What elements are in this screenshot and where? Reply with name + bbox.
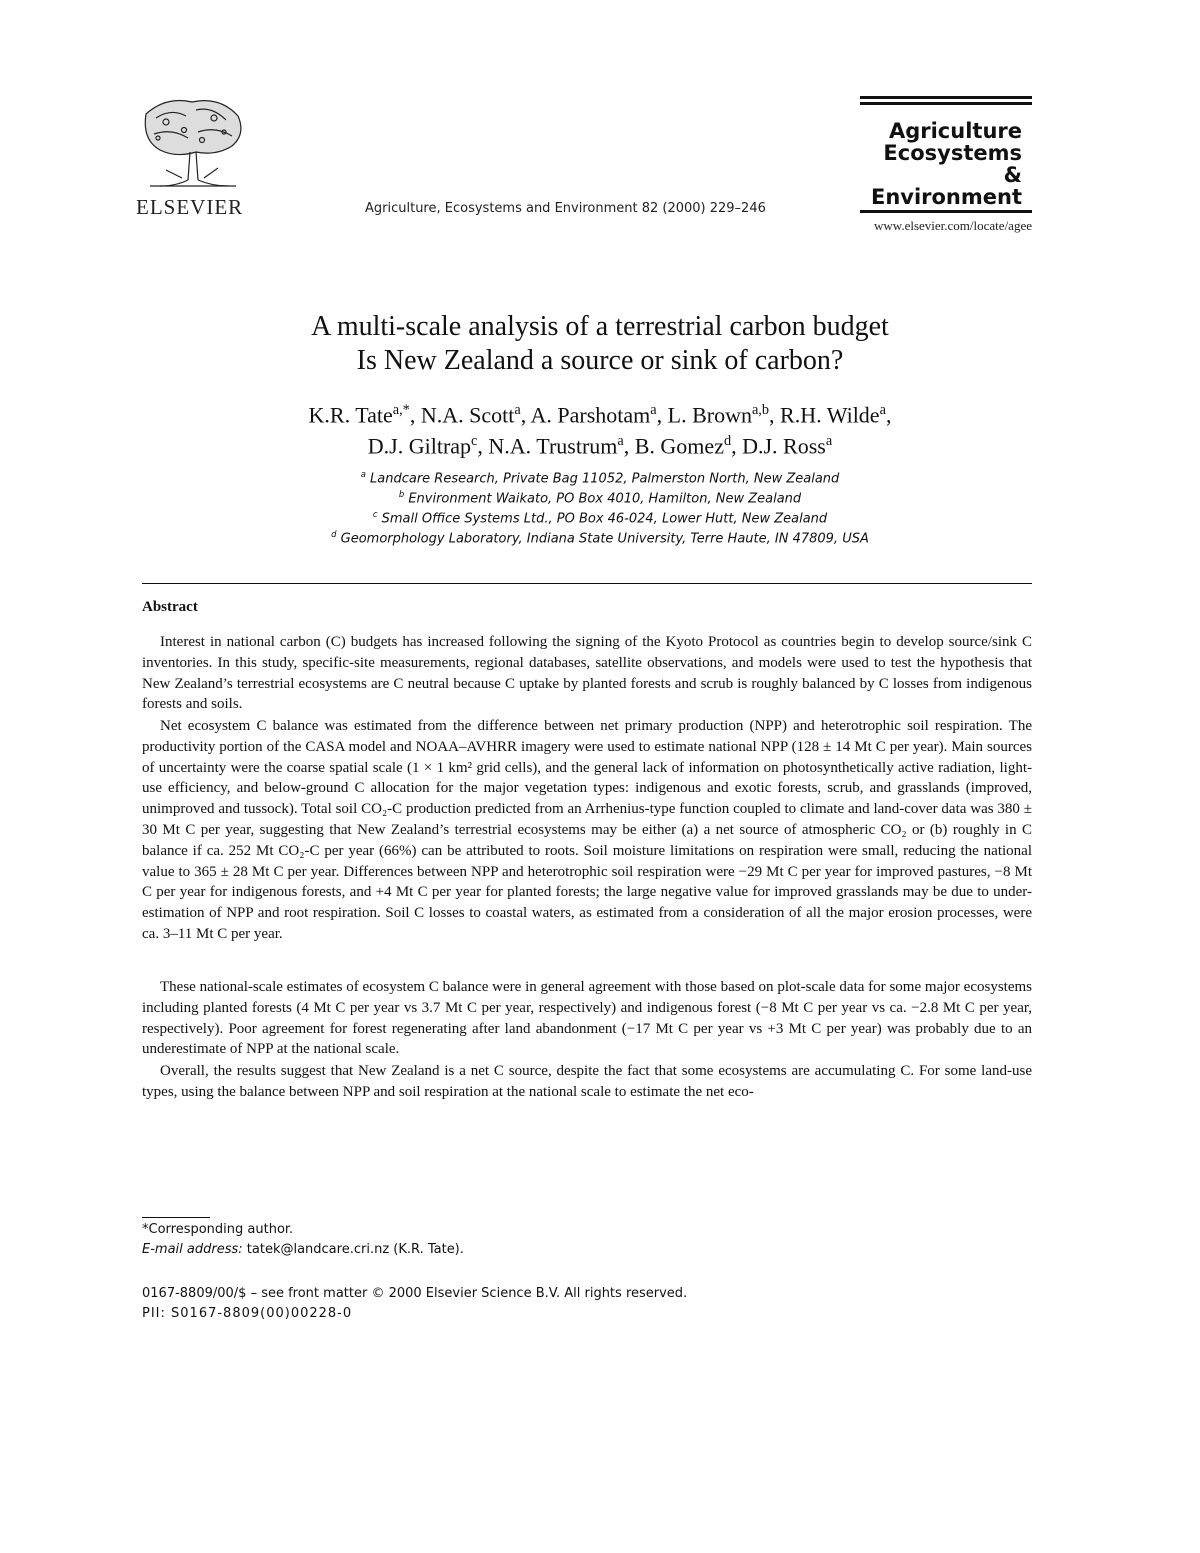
journal-name-line: Environment	[870, 185, 1022, 209]
author-name: D.J. Ross	[742, 433, 826, 459]
author-list-line2: D.J. Giltrap$^c$, N.A. Trustrum$^a$, B. Gomez$^d$, D.J. Ross$^a$	[367, 433, 833, 459]
affiliation-text: Environment Waikato, PO Box 4010, Hamilton, New Zealand	[408, 491, 802, 507]
author-name: D.J. Giltrap	[367, 433, 472, 459]
author-name: B. Gomez	[634, 433, 724, 459]
journal-url[interactable]: www.elsevier.com/locate/agee	[874, 218, 1032, 233]
author-name: A. Parshotam	[530, 402, 651, 428]
abstract-heading: Abstract	[142, 599, 198, 615]
paper-title-line2: Is New Zealand a source or sink of carbon?	[356, 345, 844, 376]
affiliation-text: Landcare Research, Private Bag 11052, Palmerston North, New Zealand	[370, 471, 840, 487]
abstract-paragraph: Interest in national carbon (C) budgets has increased following the signing of the Kyoto Protocol as countries begin to develop source/sink C inventories. In this study, specific-site measurements, regional databases, satellite observations, and models were used to test the hypothesis that New Zealand’s terrestrial ecosystems are C neutral because C uptake by planted forests and scrub is roughly balanced by C losses from indigenous forests and soils.	[142, 634, 1032, 713]
author-name: N.A. Trustrum	[488, 433, 618, 459]
author-affiliation-mark: a	[514, 402, 521, 418]
abstract-paragraph: Overall, the results suggest that New Zealand is a net C source, despite the fact that some ecosystems are accumulating C. For some land-use types, using the balance between NPP and soil respiration at the national scale to estimate the net eco-	[142, 1063, 1032, 1100]
author-affiliation-mark: a,*	[392, 402, 410, 418]
copyright-line: 0167-8809/00/$ – see front matter © 2000 Elsevier Science B.V. All rights reserved.	[142, 1286, 688, 1301]
journal-name-line: Ecosystems &	[883, 141, 1022, 187]
publisher-logo-tree	[136, 94, 248, 194]
affiliation-mark: b	[398, 489, 405, 499]
abstract-paragraph: Net ecosystem C balance was estimated from the difference between net primary production (NPP) and heterotrophic soil respiration. The productivity portion of the CASA model and NOAA–AVHRR imagery were used to estimate national NPP (128 ± 14 Mt C per year). Main sources of uncertainty were the coarse spatial scale (1 × 1 km² grid cells), and the general lack of information on photosynthetically active radiation, light-use efficiency, and below-ground C allocation for the major vegetation types: indigenous and exotic forests, scrub, and grasslands (improved, unimproved and tussock). Total soil CO₂-C production predicted from an Arrhenius-type function coupled to climate and land-cover data was 380 ± 30 Mt C per year, suggesting that New Zealand’s terrestrial ecosystems may be either (a) a net source of atmospheric CO₂ or (b) roughly in C balance if ca. 252 Mt CO₂-C per year (66%) can be attributed to roots. Soil moisture limitations on respiration were small, reducing the national value to 365 ± 28 Mt C per year. Differences between NPP and heterotrophic soil respiration were −29 Mt C per year for improved pastures, −8 Mt C per year for indigenous forests, and +4 Mt C per year for planted forests; the large negative value for improved grasslands may be due to under-estimation of NPP and root respiration. Soil C losses to coastal waters, as estimated from a consideration of all the major erosion processes, were ca. 3–11 Mt C per year.	[142, 718, 1032, 942]
affiliation-text: Small Office Systems Ltd., PO Box 46-024, Lower Hutt, New Zealand	[381, 511, 828, 527]
author-name: L. Brown	[667, 402, 752, 428]
publisher-name: ELSEVIER	[136, 195, 244, 219]
email-address[interactable]: tatek@landcare.cri.nz (K.R. Tate).	[246, 1242, 464, 1257]
affiliation	[0, 509, 1200, 526]
author-list-line1: K.R. Tate$^{a,*}$, N.A. Scott$^a$, A. Parshotam$^a$, L. Brown$^{a,b}$, R.H. Wilde$^a$,	[308, 402, 892, 428]
section-divider	[142, 583, 1032, 584]
corresponding-author-note: *Corresponding author.	[142, 1222, 294, 1237]
paper-title-line1: A multi-scale analysis of a terrestrial carbon budget	[311, 311, 889, 342]
affiliation	[0, 469, 1200, 486]
affiliation-mark: a	[360, 469, 366, 479]
journal-name-line: Agriculture	[888, 119, 1022, 143]
author-affiliation-mark: a	[825, 433, 833, 449]
journal-citation: Agriculture, Ecosystems and Environment 82 (2000) 229–246	[365, 201, 766, 216]
affiliation	[0, 489, 1200, 506]
affiliation	[0, 529, 1200, 546]
affiliation-text: Geomorphology Laboratory, Indiana State University, Terre Haute, IN 47809, USA	[340, 531, 869, 547]
pii-line: PII: S0167-8809(00)00228-0	[142, 1306, 353, 1321]
author-name: K.R. Tate	[308, 402, 393, 428]
author-affiliation-mark: c	[471, 433, 478, 449]
author-name: R.H. Wilde	[780, 402, 880, 428]
author-affiliation-mark: a	[617, 433, 624, 449]
email-note	[142, 1242, 464, 1257]
header-rule	[860, 102, 1032, 105]
affiliation-mark: c	[372, 509, 378, 519]
header-rule	[860, 210, 1032, 213]
header-rule	[860, 96, 1032, 99]
footnote-rule	[142, 1217, 210, 1218]
affiliation-mark: d	[331, 529, 337, 539]
journal-name	[860, 120, 1022, 208]
author-affiliation-mark: a	[650, 402, 657, 418]
author-affiliation-mark: a	[879, 402, 886, 418]
author-affiliation-mark: d	[723, 433, 732, 449]
author-affiliation-mark: a,b	[751, 402, 770, 418]
abstract-paragraph: These national-scale estimates of ecosystem C balance were in general agreement with those based on plot-scale data for some major ecosystems including planted forests (4 Mt C per year vs 3.7 Mt C per year, respectively) and indigenous forest (−8 Mt C per year vs ca. −2.8 Mt C per year, respectively). Poor agreement for forest regenerating after land abandonment (−17 Mt C per year vs +3 Mt C per year) was probably due to an underestimate of NPP at the national scale.	[142, 979, 1032, 1058]
email-label: E-mail address:	[142, 1242, 243, 1257]
author-name: N.A. Scott	[420, 402, 515, 428]
